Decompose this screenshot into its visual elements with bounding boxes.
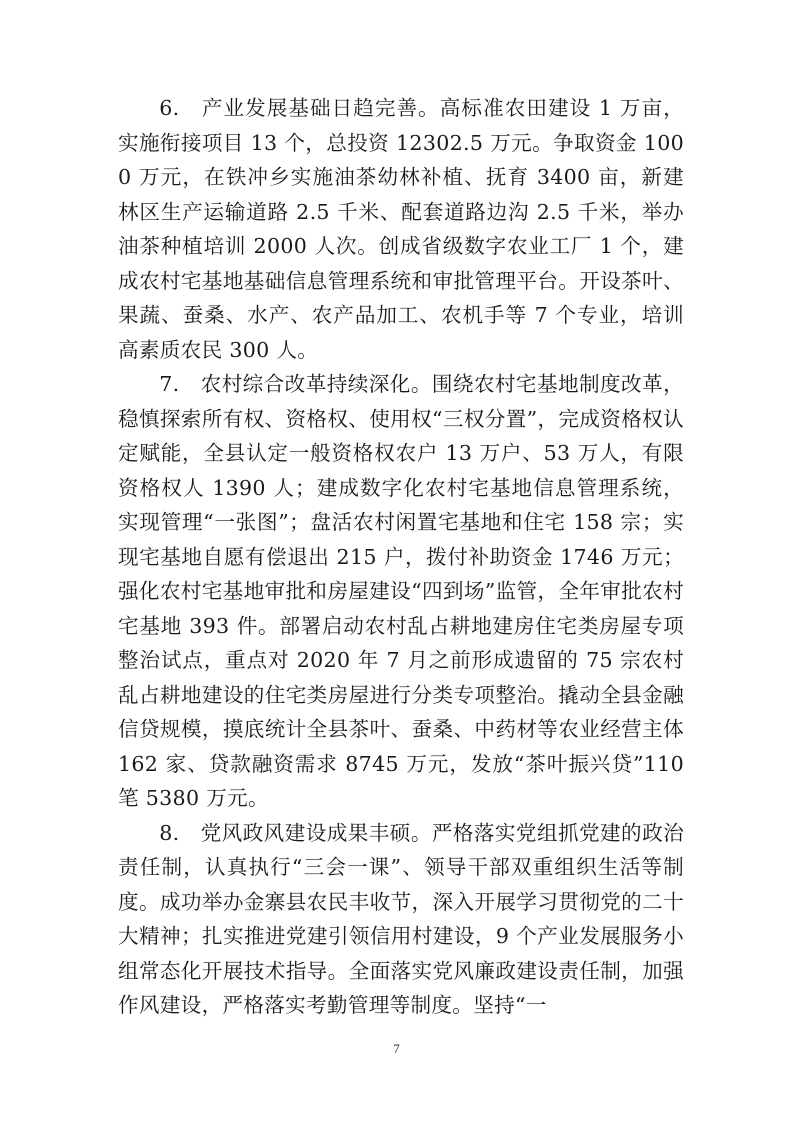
paragraph-6-industry-development: 6. 产业发展基础日趋完善。高标准农田建设 1 万亩，实施衔接项目 13 个，总投资 12302.5 万元。争取资金 1000 万元，在铁冲乡实施油茶幼林补植、抚育 3400 亩，新建林区生产运输道路 2.5 千米、配套道路边沟 2.5 千米，举办油茶种植培训 2000 人次。创成省级数字农业工厂 1 个，建成农村宅基地基础信息管理系统和审批管理平台。开设茶叶、果蔬、蚕桑、水产、农产品加工、农机手等 7 个专业，培训高素质农民 300 人。 — [118, 96, 684, 362]
paragraph-8-party-conduct: 8. 党风政风建设成果丰硕。严格落实党组抓党建的政治责任制，认真执行“三会一课”、领导干部双重组织生活等制度。成功举办金寨县农民丰收节，深入开展学习贯彻党的二十大精神；扎实推进党建引领信用村建设，9 个产业发展服务小组常态化开展技术指导。全面落实党风廉政建设责任制，加强作风建设，严格落实考勤管理等制度。坚持“一 — [118, 820, 684, 1017]
paragraph-7-rural-reform: 7. 农村综合改革持续深化。围绕农村宅基地制度改革，稳慎探索所有权、资格权、使用权“三权分置”，完成资格权认定赋能，全县认定一般资格权农户 13 万户、53 万人，有限资格权人 1390 人；建成数字化农村宅基地信息管理系统，实现管理“一张图”；盘活农村闲置宅基地和住宅 158 宗；实现宅基地自愿有偿退出 215 户，拨付补助资金 1746 万元；强化农村宅基地审批和房屋建设“四到场”监管，全年审批农村宅基地 393 件。部署启动农村乱占耕地建房住宅类房屋专项整治试点，重点对 2020 年 7 月之前形成遗留的 75 宗农村乱占耕地建设的住宅类房屋进行分类专项整治。撬动全县金融信贷规模，摸底统计全县茶叶、蚕桑、中药材等农业经营主体 162 家、贷款融资需求 8745 万元，发放“茶叶振兴贷”110 笔 5380 万元。 — [118, 372, 684, 810]
page-number: 7 — [393, 1041, 400, 1056]
document-body — [118, 91, 684, 1023]
